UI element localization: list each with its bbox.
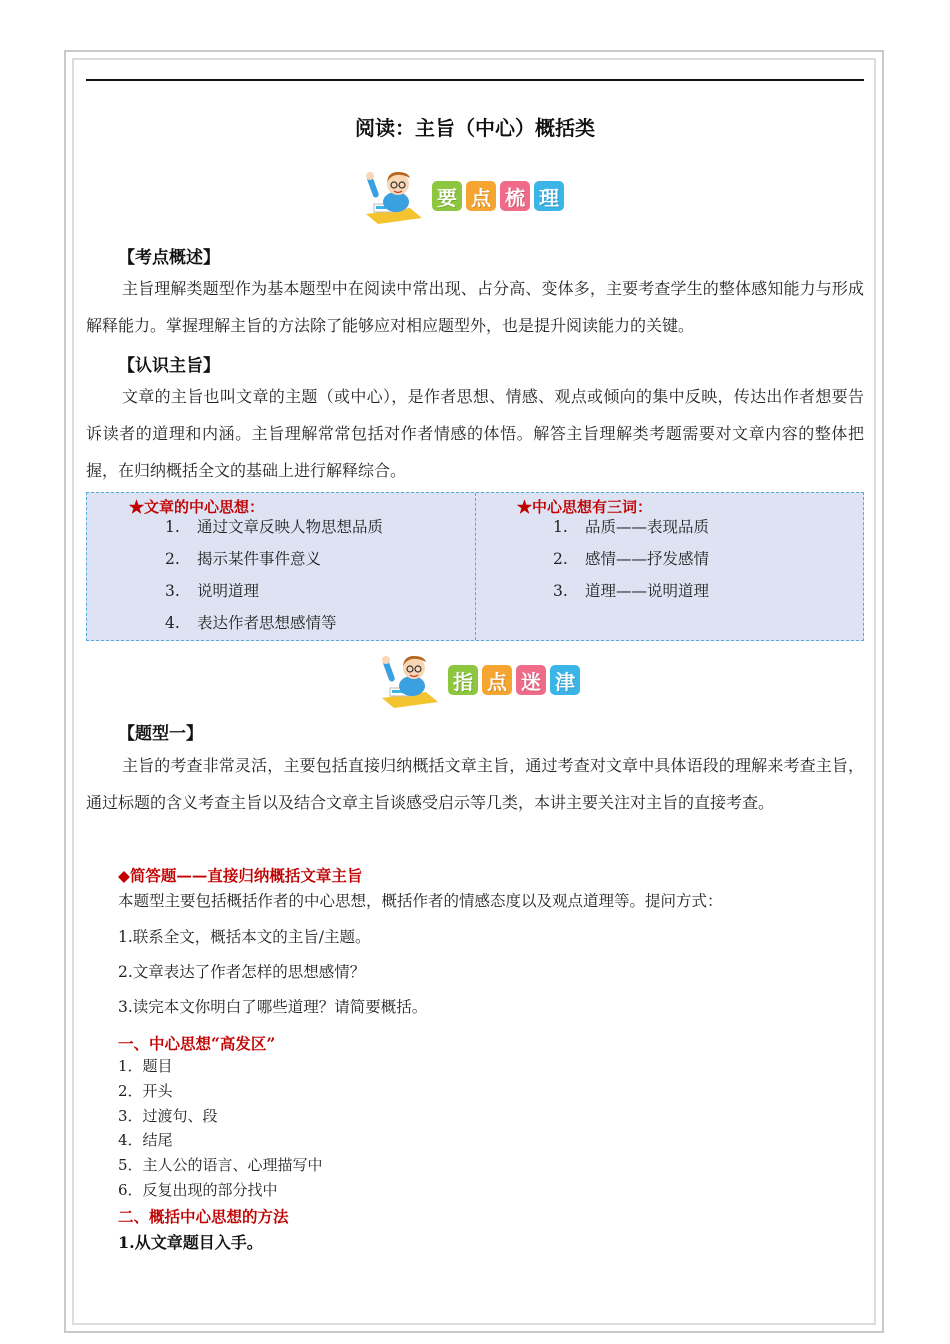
method-one: 1.从文章题目入手。 — [118, 1233, 263, 1252]
section-heading-theme: 【认识主旨】 — [118, 356, 220, 376]
part-two-heading: 二、概括中心思想的方法 — [118, 1207, 289, 1226]
box-divider — [475, 493, 476, 640]
question-3: 3.读完本文你明白了哪些道理？请简要概括。 — [118, 998, 428, 1016]
student-mascot-icon — [364, 168, 428, 224]
banner-tile: 津 — [550, 665, 580, 695]
theme-paragraph: 文章的主旨也叫文章的主题（或中心），是作者思想、情感、观点或倾向的集中反映，传达出作者想要告诉读者的道理和内涵。主旨理解常常包括对作者情感的体悟。解答主旨理解类考题需要对文章内容的整体把握，在归纳概括全文的基础上进行解释综合。 — [86, 387, 864, 480]
question-2: 2.文章表达了作者怎样的思想感情？ — [118, 963, 366, 981]
central-idea-box — [86, 492, 864, 641]
box-left-title: ★文章的中心思想： — [129, 498, 265, 516]
list-item: 3．过渡句、段 — [118, 1106, 218, 1125]
section-heading-overview: 【考点概述】 — [118, 248, 220, 268]
header-rule — [86, 79, 864, 81]
banner-tile: 迷 — [516, 665, 546, 695]
box-right-list — [553, 517, 709, 613]
list-item: 3. 说明道理 — [165, 582, 260, 600]
banner-tile: 理 — [534, 181, 564, 211]
page-title: 阅读：主旨（中心）概括类 — [355, 116, 595, 140]
banner-guidance — [380, 652, 580, 708]
list-item: 2. 感情——抒发感情 — [553, 550, 710, 568]
box-right-title: ★中心思想有三词： — [517, 498, 653, 516]
banner-tile: 点 — [466, 181, 496, 211]
list-item: 2. 揭示某件事件意义 — [165, 550, 322, 568]
overview-paragraph: 主旨理解类题型作为基本题型中在阅读中常出现、占分高、变体多，主要考查学生的整体感知能力与形成解释能力。掌握理解主旨的方法除了能够应对相应题型外，也是提升阅读能力的关键。 — [86, 279, 864, 335]
list-item: 6．反复出现的部分找中 — [118, 1180, 278, 1199]
banner-tile: 点 — [482, 665, 512, 695]
banner-tile: 指 — [448, 665, 478, 695]
banner-tile: 要 — [432, 181, 462, 211]
list-item: 1. 品质——表现品质 — [553, 518, 710, 536]
type-one-paragraph: 主旨的考查非常灵活，主要包括直接归纳概括文章主旨，通过考查对文章中具体语段的理解来考查主旨，通过标题的含义考查主旨以及结合文章主旨谈感受启示等几类，本讲主要关注对主旨的直接考查。 — [86, 756, 864, 812]
student-mascot-icon — [380, 652, 444, 708]
banner-tile: 梳 — [500, 181, 530, 211]
list-item: 1．题目 — [118, 1057, 173, 1075]
high-frequency-list — [118, 1055, 323, 1204]
part-one-heading: 一、中心思想“高发区” — [118, 1034, 276, 1053]
box-left-list — [165, 517, 383, 645]
banner-key-points — [364, 168, 564, 224]
section-heading-type-one: 【题型一】 — [118, 724, 203, 744]
short-answer-intro: 本题型主要包括概括作者的中心思想，概括作者的情感态度以及观点道理等。提问方式： — [118, 892, 723, 910]
list-item: 3. 道理——说明道理 — [553, 582, 710, 600]
short-answer-heading: ◆简答题——直接归纳概括文章主旨 — [118, 866, 363, 885]
list-item: 5．主人公的语言、心理描写中 — [118, 1156, 323, 1175]
list-item: 4．结尾 — [118, 1131, 173, 1150]
list-item: 4. 表达作者思想感情等 — [165, 614, 337, 632]
list-item: 2．开头 — [118, 1081, 173, 1100]
question-1: 1.联系全文，概括本文的主旨/主题。 — [118, 928, 371, 946]
list-item: 1. 通过文章反映人物思想品质 — [165, 518, 384, 536]
